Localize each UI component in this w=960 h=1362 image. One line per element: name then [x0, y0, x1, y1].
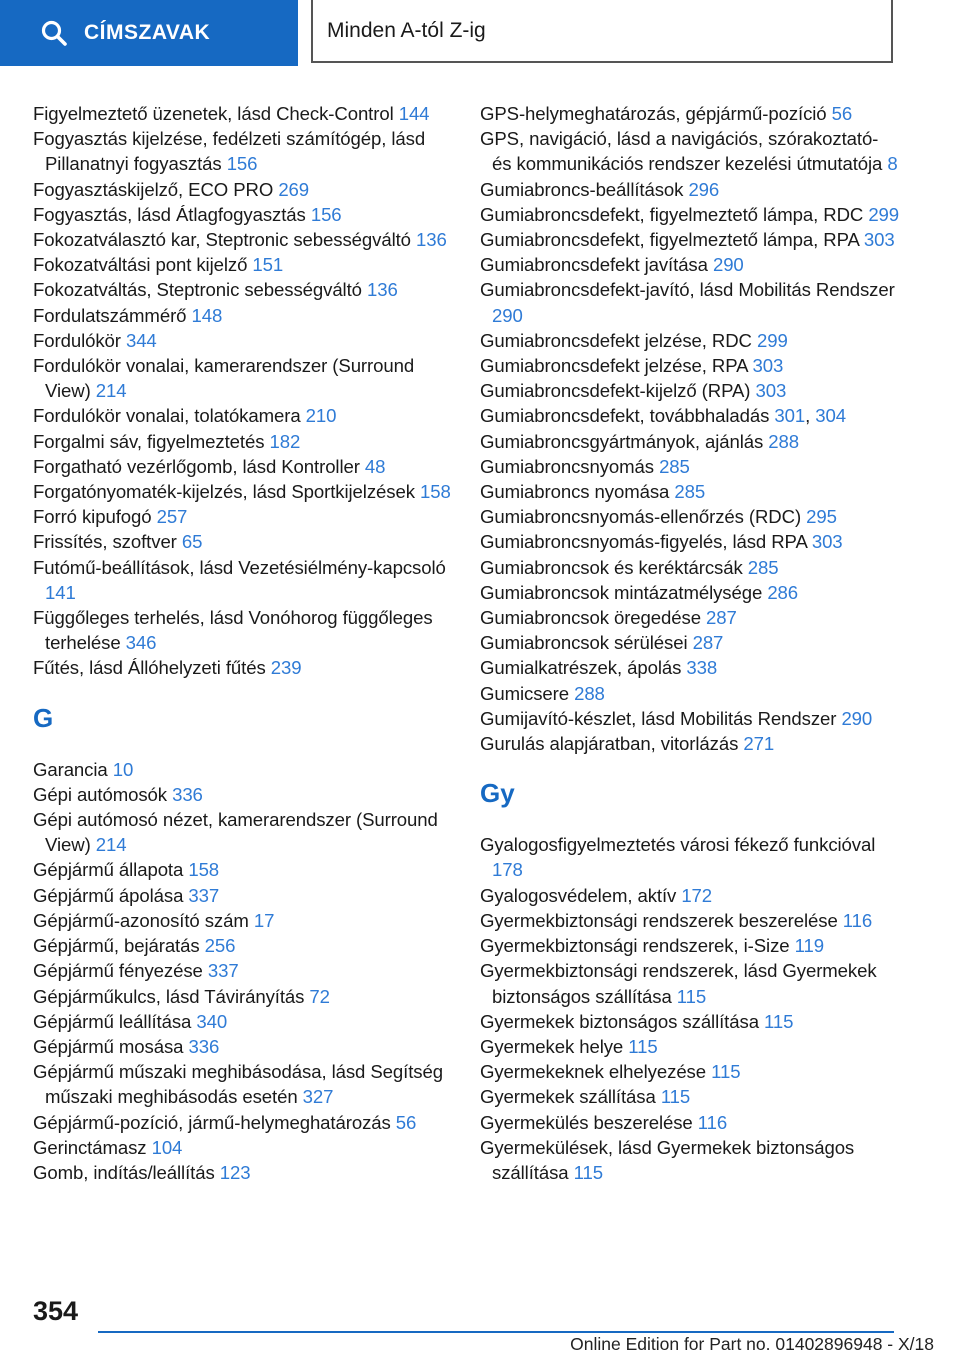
index-entry-text: Garancia: [33, 758, 108, 780]
index-entry: [33, 202, 453, 227]
index-entry: [33, 126, 453, 176]
index-entry: [33, 807, 453, 857]
index-entry: [33, 101, 453, 126]
index-letter-heading: G: [33, 702, 54, 733]
page-reference-link[interactable]: 295: [806, 506, 837, 528]
page-reference-link[interactable]: 156: [310, 203, 342, 225]
index-entry-text: Gumicsere: [480, 682, 569, 704]
page-reference-link[interactable]: 10: [112, 758, 134, 780]
index-entry: [33, 1034, 453, 1059]
index-entry: [33, 555, 453, 605]
index-entry-text: Fordulókör: [33, 329, 121, 351]
page-reference-link[interactable]: 256: [204, 935, 236, 957]
page-reference-link[interactable]: 271: [743, 733, 775, 755]
index-entry-text: Gumiabroncsok sérülései: [480, 632, 688, 654]
page-reference-link[interactable]: 115: [573, 1161, 603, 1183]
section-title: Minden A-tól Z-ig: [327, 18, 486, 42]
index-entry-text: Gyermekek szállítása: [480, 1086, 656, 1108]
index-entry-text: Forgatónyomaték-kijelzés, lásd Sportkijelzések: [33, 481, 415, 503]
page-reference-link[interactable]: 304: [815, 405, 847, 427]
index-entry: [33, 655, 453, 680]
section-title-tab[interactable]: [311, 0, 893, 63]
index-entry: Gumiabroncsdefekt, továbbhaladás 301, 304: [480, 405, 847, 427]
index-entry-text: Gumiabroncsdefekt jelzése, RDC: [480, 329, 752, 351]
index-entry: [33, 757, 453, 782]
index-entry: [480, 454, 900, 479]
index-entry-text: Gumiabroncsdefekt-kijelző (RPA): [480, 380, 751, 402]
page-reference-link[interactable]: 144: [398, 103, 430, 124]
page-reference-link[interactable]: 214: [95, 380, 127, 402]
index-entry: [480, 529, 900, 554]
index-entry: [33, 933, 453, 958]
index-entry-text: Gumiabroncsok öregedése: [480, 607, 701, 629]
index-entry: [480, 353, 900, 378]
page-reference-link[interactable]: 340: [196, 1010, 228, 1032]
index-entry: [33, 529, 453, 554]
index-entry: [480, 555, 900, 580]
index-entry-text: Gumiabroncsgyártmányok, ajánlás: [480, 430, 764, 452]
index-entry-text: Gépjármű-azonosító szám: [33, 909, 249, 931]
index-entry: [480, 101, 900, 126]
index-entry: [480, 580, 900, 605]
page-reference-link[interactable]: 344: [125, 329, 157, 351]
keywords-tab-label: CÍMSZAVAK: [84, 21, 211, 44]
page-reference-link[interactable]: 156: [226, 153, 258, 175]
index-entry-text: Gépi autómosó nézet, kamerarendszer (Surround View): [33, 809, 438, 856]
page-reference-link[interactable]: 257: [156, 506, 188, 528]
page-reference-link[interactable]: 178: [492, 859, 523, 881]
index-entry-text: Gyalogosvédelem, aktív: [480, 884, 677, 906]
index-entry-text: Függőleges terhelés, lásd Vonóhorog függőleges terhelése: [33, 607, 433, 654]
page-reference-link[interactable]: 141: [45, 581, 76, 603]
page-reference-link[interactable]: 119: [794, 935, 824, 957]
page-reference-link[interactable]: 290: [841, 707, 873, 729]
index-entry-text: Gyalogosfigyelmeztetés városi fékező funkcióval: [480, 834, 876, 856]
index-entry-text: Gyermekbiztonsági rendszerek, i-Size: [480, 935, 790, 957]
index-entry-text: Gyermekülések, lásd Gyermekek biztonságos szállítása: [480, 1136, 855, 1183]
page-reference-link[interactable]: 172: [681, 884, 713, 906]
index-entry: [480, 681, 900, 706]
index-entry-text: Gépjárműkulcs, lásd Távirányítás: [33, 985, 305, 1007]
page-reference-link[interactable]: 56: [395, 1111, 417, 1133]
page-reference-link[interactable]: 115: [764, 1010, 794, 1032]
page-reference-link[interactable]: 337: [207, 960, 239, 982]
index-entry: [480, 605, 900, 630]
index-entry: [33, 403, 453, 428]
page-reference-link[interactable]: 287: [706, 607, 737, 629]
index-entry: [480, 731, 900, 756]
index-entry: [33, 1135, 453, 1160]
index-entry: [480, 883, 900, 908]
keywords-search-tab[interactable]: [0, 0, 298, 66]
index-entry-text: Fordulókör vonalai, tolatókamera: [33, 405, 301, 427]
index-entry: [33, 353, 453, 403]
edition-footer: Online Edition for Part no. 01402896948 - X/18: [570, 1334, 934, 1354]
page-reference-link[interactable]: 136: [416, 229, 447, 251]
index-entry: [33, 1009, 453, 1034]
index-entry: [33, 1160, 453, 1185]
page-reference-link[interactable]: 303: [811, 531, 843, 553]
page-reference-link[interactable]: 115: [660, 1086, 691, 1108]
index-entry: [480, 227, 900, 252]
index-entry-text: Forgalmi sáv, figyelmeztetés: [33, 430, 265, 452]
index-entry: [480, 630, 900, 655]
index-entry-text: Gumialkatrészek, ápolás: [480, 657, 682, 679]
page-reference-link[interactable]: 182: [269, 430, 301, 452]
index-entry: [33, 504, 453, 529]
index-entry-text: Gumiabroncs-beállítások: [480, 178, 684, 200]
page-reference-link[interactable]: 327: [302, 1086, 334, 1108]
page-reference-link[interactable]: 303: [755, 380, 787, 402]
page-reference-link[interactable]: 285: [674, 481, 706, 503]
index-entry: [33, 454, 453, 479]
index-entry: [480, 655, 900, 680]
index-entry: [33, 782, 453, 807]
index-entry-text: Futómű-beállítások, lásd Vezetésiélmény-kapcsoló: [33, 556, 446, 578]
index-entry-text: Gumiabroncsdefekt, figyelmeztető lámpa, RDC: [480, 203, 864, 225]
index-entry-text: Forró kipufogó: [33, 506, 152, 528]
index-entry-text: Gyermekbiztonsági rendszerek beszerelése: [480, 909, 838, 931]
index-entry-text: Fokozatváltási pont kijelző: [33, 254, 248, 276]
index-entry-text: Gumiabroncsdefekt, figyelmeztető lámpa, RPA: [480, 229, 859, 251]
page-reference-link[interactable]: 290: [492, 304, 523, 326]
index-entry: [33, 303, 453, 328]
index-entry: [33, 252, 453, 277]
page-reference-link[interactable]: 301: [774, 405, 806, 427]
index-entry-text: Gépjármű mosása: [33, 1035, 184, 1057]
index-entry-text: Fogyasztás, lásd Átlagfogyasztás: [33, 203, 306, 225]
index-entry-text: Fordulatszámmérő: [33, 304, 187, 326]
index-entry-text: Fokozatváltás, Steptronic sebességváltó: [33, 279, 362, 301]
index-entry-text: Gurulás alapjáratban, vitorlázás: [480, 733, 739, 755]
index-entry: [480, 202, 900, 227]
index-entry: [480, 479, 900, 504]
page-reference-link[interactable]: 8: [887, 153, 898, 175]
index-entry: [480, 277, 900, 327]
index-entry: [33, 984, 453, 1009]
index-entry: [480, 1084, 900, 1109]
page-reference-link[interactable]: 286: [767, 581, 799, 603]
index-entry-text: Gépjármű-pozíció, jármű-helymeghatározás: [33, 1111, 391, 1133]
index-entry-text: Gépjármű, bejáratás: [33, 935, 200, 957]
index-entry-text: Fogyasztáskijelző, ECO PRO: [33, 178, 274, 200]
index-entry: [480, 706, 900, 731]
page-reference-link[interactable]: 158: [188, 859, 220, 881]
page-reference-link[interactable]: 336: [188, 1035, 220, 1057]
index-entry-text: Gyermekbiztonsági rendszerek, lásd Gyermekek biztonságos szállítása: [480, 960, 877, 1007]
index-entry-text: Gyermekülés beszerelése: [480, 1111, 693, 1133]
page-reference-link[interactable]: 288: [768, 430, 799, 452]
index-entry: [480, 252, 900, 277]
index-entry-text: Gépjármű ápolása: [33, 884, 184, 906]
index-entry-text: Gumiabroncsdefekt jelzése, RPA: [480, 355, 748, 377]
index-entry-text: Gépjármű leállítása: [33, 1010, 192, 1032]
index-entry: [480, 908, 900, 933]
index-letter-heading: Gy: [480, 778, 515, 809]
index-entry: [33, 328, 453, 353]
index-entry-text: Gumiabroncsdefekt, továbbhaladás: [480, 405, 770, 427]
index-entry-text: Gyermekek helye: [480, 1035, 624, 1057]
index-column-right: [480, 101, 900, 1185]
page-reference-link[interactable]: 151: [252, 254, 284, 276]
page-reference-link[interactable]: 337: [188, 884, 220, 906]
index-entry-text: Gépjármű fényezése: [33, 960, 203, 982]
index-entry: [480, 1110, 900, 1135]
index-entry: [33, 227, 453, 252]
page-reference-link[interactable]: 65: [181, 531, 203, 553]
index-entry-text: Gépjármű állapota: [33, 859, 184, 881]
index-entry: [480, 1135, 900, 1185]
page-reference-link[interactable]: 116: [842, 909, 873, 931]
page-reference-link[interactable]: 72: [309, 985, 330, 1007]
page-reference-link[interactable]: 336: [172, 783, 203, 805]
index-entry: [33, 429, 453, 454]
index-entry-text: Gumiabroncsnyomás: [480, 455, 654, 477]
index-entry-text: Gomb, indítás/leállítás: [33, 1161, 215, 1183]
index-entry: [33, 857, 453, 882]
page-reference-link[interactable]: 48: [364, 455, 386, 477]
index-entry-text: Gumiabroncsdefekt-javító, lásd Mobilitás Rendszer: [480, 279, 895, 301]
index-entry: [33, 605, 453, 655]
search-icon: [40, 19, 68, 47]
index-entry-text: Gumiabroncsok és keréktárcsák: [480, 556, 743, 578]
page-reference-link[interactable]: 290: [712, 254, 744, 276]
index-entry: [33, 1110, 453, 1135]
page-reference-link[interactable]: 303: [863, 229, 895, 251]
index-entry-text: Gumijavító-készlet, lásd Mobilitás Rendszer: [480, 707, 837, 729]
index-entry-text: Fogyasztás kijelzése, fedélzeti számítógép, lásd Pillanatnyi fogyasztás: [33, 128, 426, 175]
index-entry-text: Gerinctámasz: [33, 1136, 147, 1158]
index-entry: [480, 933, 900, 958]
index-entry: [480, 1059, 900, 1084]
index-entry-text: Fokozatválasztó kar, Steptronic sebességváltó: [33, 229, 411, 251]
index-entry: [480, 504, 900, 529]
index-entry: [480, 1034, 900, 1059]
index-entry-text: Gumiabroncsok mintázatmélysége: [480, 581, 763, 603]
index-entry: [33, 958, 453, 983]
index-entry: [480, 429, 900, 454]
page-reference-link[interactable]: 239: [270, 657, 302, 679]
index-entry-text: Gumiabroncsnyomás-figyelés, lásd RPA: [480, 531, 807, 553]
page-reference-link[interactable]: 303: [752, 355, 784, 377]
index-entry: [33, 908, 453, 933]
page-reference-link[interactable]: 296: [688, 178, 720, 200]
index-entry-text: Frissítés, szoftver: [33, 531, 177, 553]
page-reference-link[interactable]: 115: [628, 1035, 658, 1057]
page-reference-link[interactable]: 214: [95, 834, 127, 856]
index-entry: [480, 832, 900, 882]
page-reference-link[interactable]: 148: [191, 304, 223, 326]
page-reference-link[interactable]: 136: [366, 279, 398, 301]
page-reference-link[interactable]: 287: [692, 632, 724, 654]
page-reference-link[interactable]: 158: [419, 481, 451, 503]
index-entry: [480, 378, 900, 403]
page-reference-link[interactable]: 17: [253, 909, 275, 931]
index-entry-text: Fordulókör vonalai, kamerarendszer (Surround View): [33, 355, 415, 402]
page-reference-link[interactable]: 285: [659, 455, 690, 477]
index-entry-text: Figyelmeztető üzenetek, lásd Check-Control: [33, 103, 394, 124]
page-reference-link[interactable]: 288: [574, 682, 605, 704]
index-entry-text: GPS-helymeghatározás, gépjármű-pozíció: [480, 103, 827, 124]
index-entry: [33, 1059, 453, 1109]
index-entry: [480, 1009, 900, 1034]
index-column-left: [33, 101, 453, 1185]
index-entry-text: Gumiabroncsnyomás-ellenőrzés (RDC): [480, 506, 802, 528]
index-entry-text: Gépjármű műszaki meghibásodása, lásd Segítség műszaki meghibásodás esetén: [33, 1061, 443, 1108]
index-entry: [33, 479, 453, 504]
page-reference-link[interactable]: 338: [686, 657, 718, 679]
index-entry-text: Gyermekeknek elhelyezése: [480, 1061, 707, 1083]
page-reference-link[interactable]: 115: [711, 1061, 741, 1083]
index-entry-text: Gumiabroncs nyomása: [480, 481, 670, 503]
index-entry-text: Fűtés, lásd Állóhelyzeti fűtés: [33, 657, 266, 679]
page-reference-link[interactable]: 56: [831, 103, 853, 124]
page-reference-link[interactable]: 299: [868, 203, 900, 225]
footer-divider: [98, 1331, 894, 1333]
index-entry: [480, 177, 900, 202]
page-reference-link[interactable]: 299: [756, 329, 788, 351]
page-reference-link[interactable]: 115: [676, 985, 707, 1007]
index-entry: [480, 126, 900, 176]
index-entry-text: Gumiabroncsdefekt javítása: [480, 254, 708, 276]
page-reference-link[interactable]: 210: [305, 405, 337, 427]
page-reference-link[interactable]: 123: [219, 1161, 251, 1183]
index-entry: [33, 883, 453, 908]
index-entry-text: GPS, navigáció, lásd a navigációs, szórakoztató- és kommunikációs rendszer kezelési útmutatója: [480, 128, 883, 175]
index-entry-text: Gépi autómosók: [33, 783, 167, 805]
top-navigation-bar: [0, 0, 960, 66]
index-entry-text: Gyermekek biztonságos szállítása: [480, 1010, 759, 1032]
index-entry-text: Forgatható vezérlőgomb, lásd Kontroller: [33, 455, 360, 477]
index-entry: [480, 958, 900, 1008]
page-reference-link[interactable]: 269: [278, 178, 310, 200]
index-entry: [480, 328, 900, 353]
page-number: 354: [33, 1296, 79, 1326]
index-entry: [33, 177, 453, 202]
index-entry: [33, 277, 453, 302]
page-reference-link[interactable]: 104: [151, 1136, 183, 1158]
page-reference-link[interactable]: 346: [125, 632, 157, 654]
page-reference-link[interactable]: 116: [697, 1111, 728, 1133]
page-reference-link[interactable]: 285: [747, 556, 779, 578]
